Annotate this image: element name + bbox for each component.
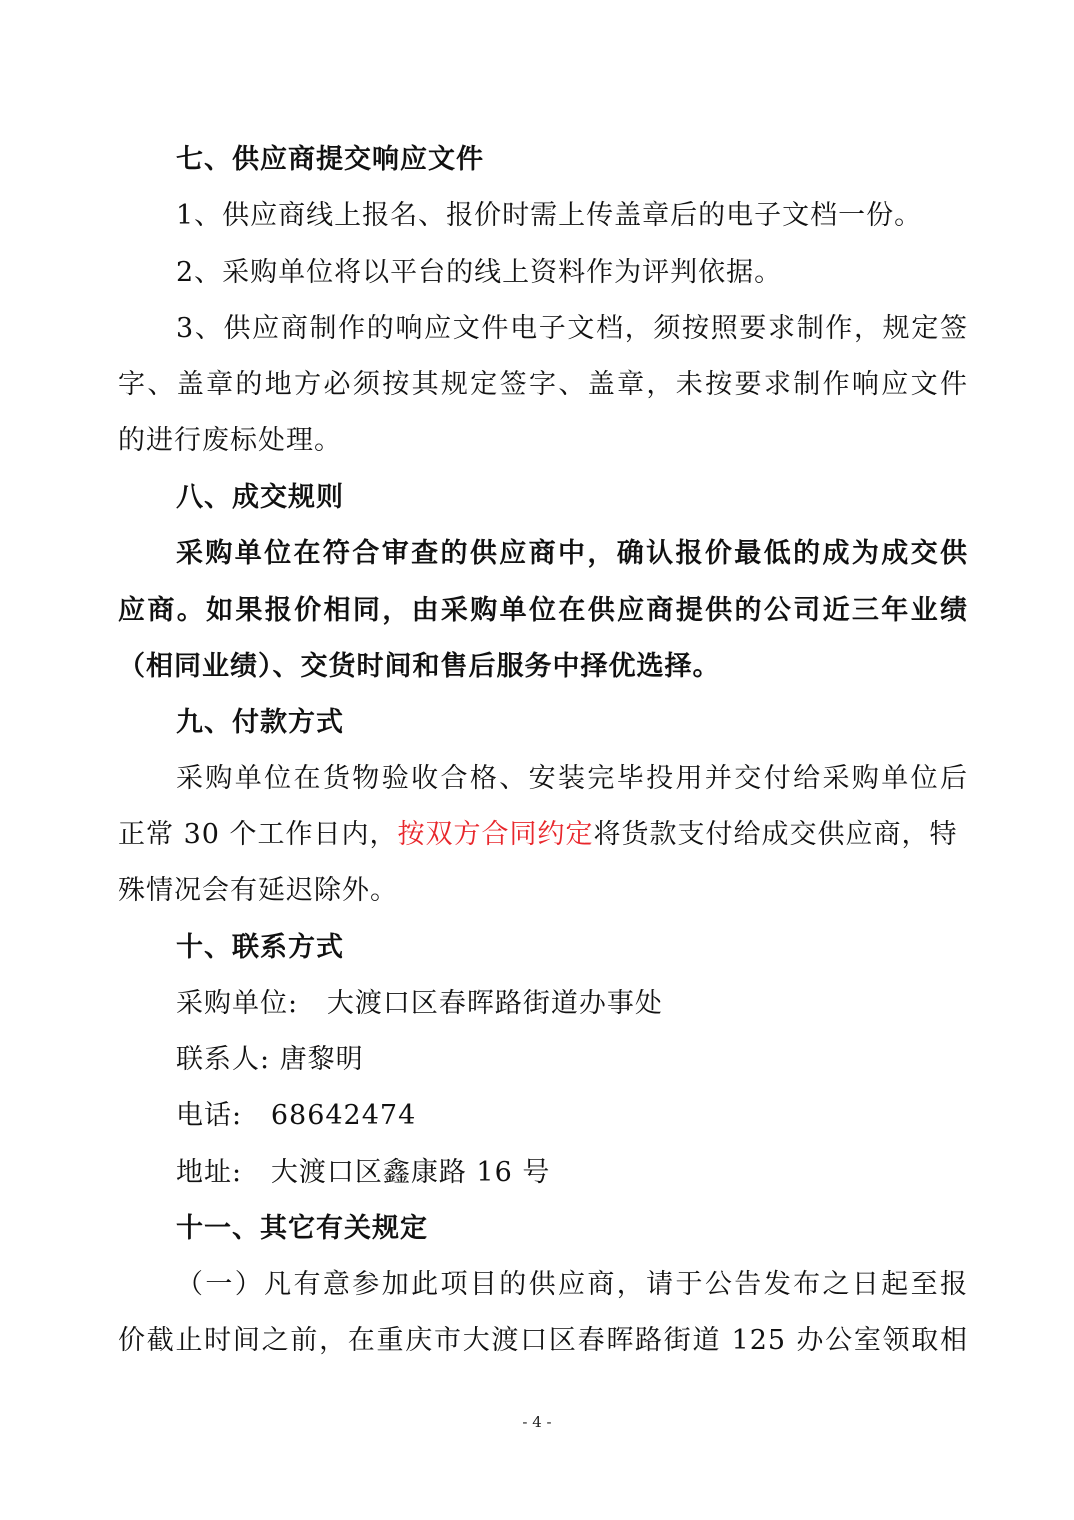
- paragraph-11-line1: （一）凡有意参加此项目的供应商，请于公告发布之日起至报: [176, 1269, 968, 1300]
- paragraph-8-line3: （相同业绩）、交货时间和售后服务中择优选择。: [118, 651, 721, 682]
- section-heading-8: 八、成交规则: [176, 482, 344, 513]
- contact-person: 联系人: 唐黎明: [176, 1044, 364, 1075]
- paragraph-7-3-line1: 3、供应商制作的响应文件电子文档，须按照要求制作，规定签: [176, 313, 968, 344]
- section-heading-10: 十、联系方式: [176, 932, 344, 963]
- paragraph-7-2: 2、采购单位将以平台的线上资料作为评判依据。: [176, 257, 783, 288]
- paragraph-9-line1: 采购单位在货物验收合格、安装完毕投用并交付给采购单位后: [176, 763, 968, 794]
- paragraph-11-line2: 价截止时间之前，在重庆市大渡口区春晖路街道 125 办公室领取相: [118, 1325, 968, 1356]
- paragraph-9-line2-start: 正常 30 个工作日内，: [118, 819, 398, 850]
- paragraph-9-line3: 殊情况会有延迟除外。: [118, 875, 398, 906]
- section-heading-7: 七、供应商提交响应文件: [176, 144, 484, 175]
- paragraph-8-line1: 采购单位在符合审查的供应商中，确认报价最低的成为成交供: [176, 538, 968, 569]
- contact-address: 地址: 大渡口区鑫康路 16 号: [176, 1157, 551, 1188]
- section-heading-11: 十一、其它有关规定: [176, 1213, 428, 1244]
- paragraph-9-line2-end: 将货款支付给成交供应商，特: [593, 819, 958, 850]
- section-heading-9: 九、付款方式: [176, 707, 344, 738]
- contact-buyer: 采购单位: 大渡口区春晖路街道办事处: [176, 988, 663, 1019]
- paragraph-7-1: 1、供应商线上报名、报价时需上传盖章后的电子文档一份。: [176, 200, 923, 231]
- paragraph-8-line2: 应商。如果报价相同，由采购单位在供应商提供的公司近三年业绩: [118, 595, 968, 626]
- paragraph-9-line2: [118, 818, 968, 852]
- paragraph-7-3-line2: 字、盖章的地方必须按其规定签字、盖章，未按要求制作响应文件: [118, 369, 968, 400]
- page-number: - 4 -: [522, 1413, 552, 1431]
- contract-agreement-highlight: 按双方合同约定: [397, 819, 594, 850]
- paragraph-7-3-line3: 的进行废标处理。: [118, 425, 342, 456]
- contact-phone: 电话: 68642474: [176, 1100, 417, 1131]
